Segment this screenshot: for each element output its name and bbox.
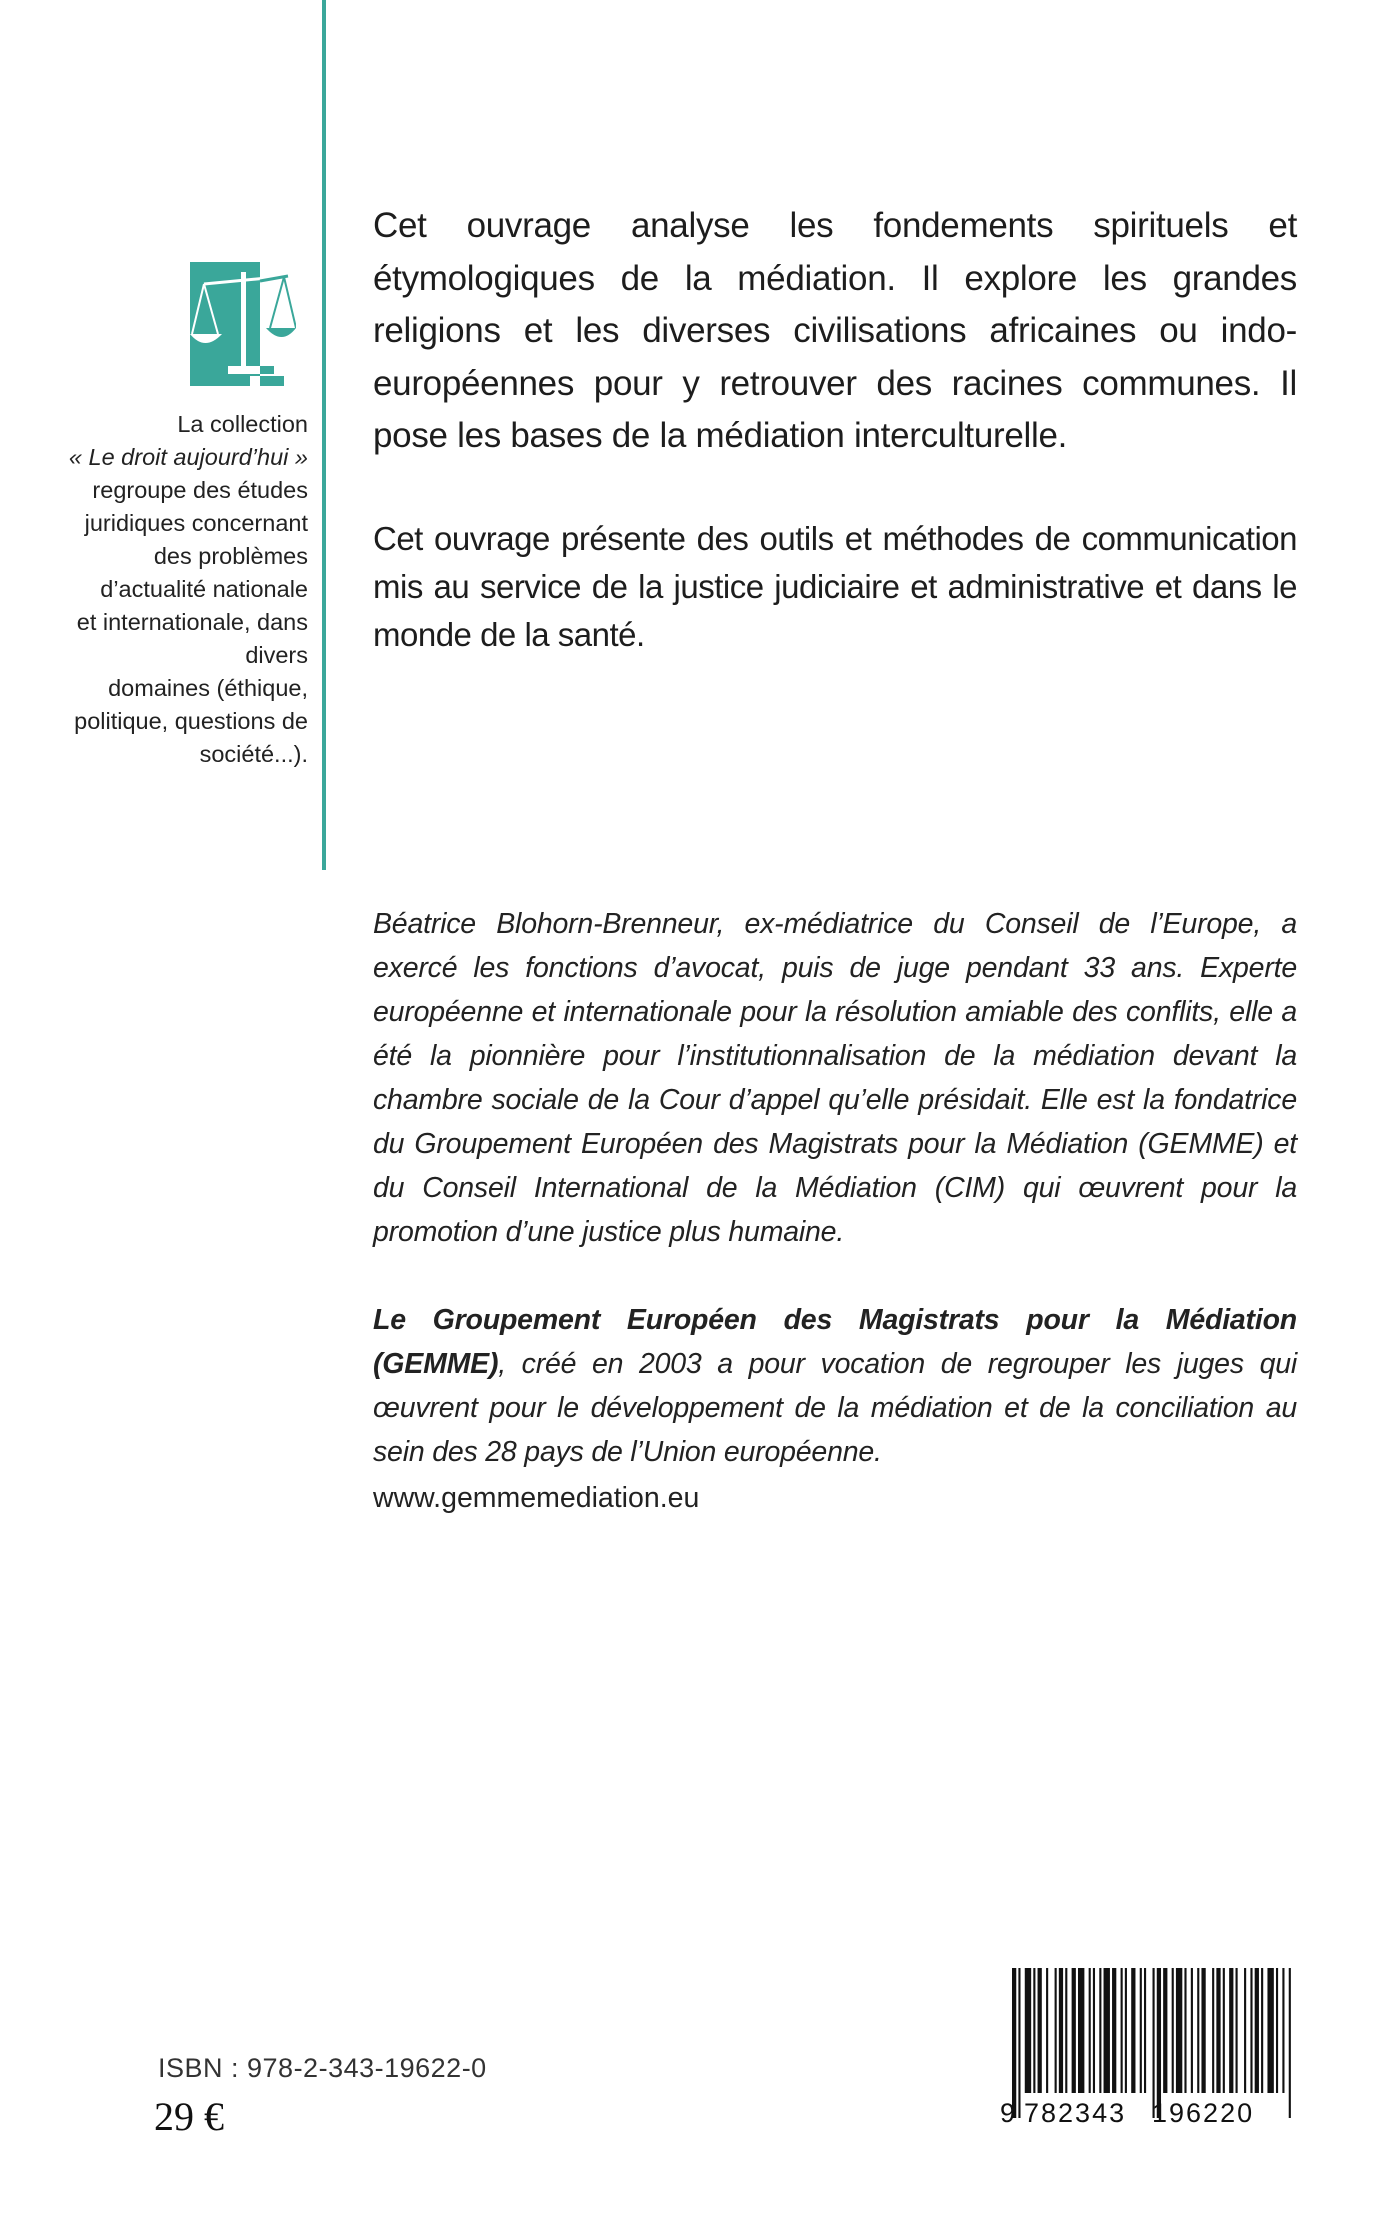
intro-text-2: Cet ouvrage présente des outils et méthodes de communication mis au service de la justice judiciaire et administrative et dans le monde de la santé. xyxy=(373,520,1297,653)
gemme-text: , créé en 2003 a pour vocation de regrouper les juges qui œuvrent pour le développement de la médiation et de la conciliation au sein des 28 pays de l’Union européenne. xyxy=(373,1348,1297,1468)
barcode-bar xyxy=(1176,1968,1182,2093)
barcode-bar xyxy=(1212,1968,1214,2093)
barcode-bar xyxy=(1163,1968,1167,2093)
barcode-bar xyxy=(1172,1968,1174,2093)
barcode-bar xyxy=(1201,1968,1205,2093)
barcode-bar xyxy=(1216,1968,1220,2093)
barcode-bar xyxy=(1261,1968,1263,2093)
barcode-bar xyxy=(1065,1968,1067,2093)
barcode-bar xyxy=(1025,1968,1031,2093)
collection-line: des problèmes xyxy=(153,543,308,569)
barcode-bar xyxy=(1131,1968,1135,2093)
price: 29 € xyxy=(154,2094,224,2139)
barcode-bar xyxy=(1104,1968,1110,2093)
barcode-bar xyxy=(1038,1968,1042,2093)
gemme-name: Le Groupement Européen des Magistrats pour la Médiation (GEMME) xyxy=(373,1304,1297,1380)
barcode-left-digits: 782343 xyxy=(1024,2098,1127,2128)
barcode-bar xyxy=(1229,1968,1233,2093)
barcode-bar xyxy=(1282,1968,1284,2093)
barcode-bar xyxy=(1276,1968,1278,2093)
barcode-bar xyxy=(1244,1968,1246,2093)
intro-paragraph-2 xyxy=(373,515,1297,659)
barcode-bar xyxy=(1121,1968,1123,2093)
isbn: ISBN : 978-2-343-19622-0 xyxy=(158,2053,487,2083)
barcode-bar xyxy=(1223,1968,1225,2093)
collection-title: « Le droit aujourd’hui » xyxy=(68,444,308,470)
author-bio-text: , ex-médiatrice du Conseil de l’Europe, a exercé les fonctions d’avocat, puis de juge pendant 33 ans. Experte européenne et internationale pour la résolution amiable des conflits, elle a été la pionnière pour l’institutionnalisation de la médiation devant la chambre sociale de la Cour d’appel qu’elle présidait. Elle est la fondatrice du Groupement Européen des Magistrats pour la Médiation (GEMME) et du Conseil International de la Médiation (CIM) qui œuvrent pour la promotion d’une justice plus humaine. xyxy=(373,908,1297,1248)
collection-line: et internationale, dans xyxy=(76,609,308,635)
barcode-bar xyxy=(1072,1968,1076,2093)
barcode-bar xyxy=(1046,1968,1048,2093)
intro-paragraph-1 xyxy=(373,200,1297,463)
barcode-bar xyxy=(1059,1968,1063,2093)
vertical-rule xyxy=(322,0,326,870)
barcode-bar xyxy=(1267,1968,1273,2093)
barcode-bar xyxy=(1078,1968,1084,2093)
barcode-bar xyxy=(1089,1968,1091,2093)
collection-line: domaines (éthique, xyxy=(108,675,308,701)
author-bio xyxy=(373,902,1297,1254)
intro-text-1: Cet ouvrage analyse les fondements spirituels et étymologiques de la médiation. Il explore les grandes religions et les diverses civilisations africaines ou indo-européennes pour y retrouver des racines communes. Il pose les bases de la médiation interculturelle. xyxy=(373,206,1297,455)
barcode-bar xyxy=(1289,1968,1291,2118)
scales-of-justice-icon xyxy=(190,262,296,386)
barcode-bar xyxy=(1099,1968,1101,2093)
gemme-description xyxy=(373,1298,1297,1474)
barcode-bar xyxy=(1018,1968,1020,2118)
barcode-bar xyxy=(1184,1968,1186,2093)
barcode-bar xyxy=(1191,1968,1193,2093)
collection-line: divers xyxy=(245,642,308,668)
collection-line: juridiques concernant xyxy=(84,510,308,536)
barcode-bar xyxy=(1125,1968,1127,2093)
gemme-paragraph xyxy=(373,1298,1297,1474)
barcode-first-digit: 9 xyxy=(1000,2098,1018,2128)
barcode-bar xyxy=(1093,1968,1095,2093)
collection-line: société...). xyxy=(199,741,308,767)
author-name: Béatrice Blohorn-Brenneur xyxy=(373,908,717,940)
collection-line: d’actualité nationale xyxy=(100,576,308,602)
barcode-bar xyxy=(1236,1968,1238,2093)
gemme-url: www.gemmemediation.eu xyxy=(373,1482,700,1514)
barcode-bar xyxy=(1112,1968,1116,2093)
barcode-right-digits: 196220 xyxy=(1152,2098,1255,2128)
collection-line: politique, questions de xyxy=(74,708,308,734)
barcode-bar xyxy=(1255,1968,1259,2093)
collection-line: regroupe des études xyxy=(92,477,308,503)
barcode-bar xyxy=(1140,1968,1142,2093)
barcode-bar xyxy=(1197,1968,1199,2093)
author-paragraph xyxy=(373,902,1297,1254)
barcode-bar xyxy=(1250,1968,1252,2093)
barcode-bar xyxy=(1055,1968,1057,2093)
collection-description xyxy=(20,408,308,771)
barcode-bar xyxy=(1144,1968,1146,2093)
barcode-bar xyxy=(1033,1968,1035,2093)
collection-pre: La collection xyxy=(177,411,308,437)
